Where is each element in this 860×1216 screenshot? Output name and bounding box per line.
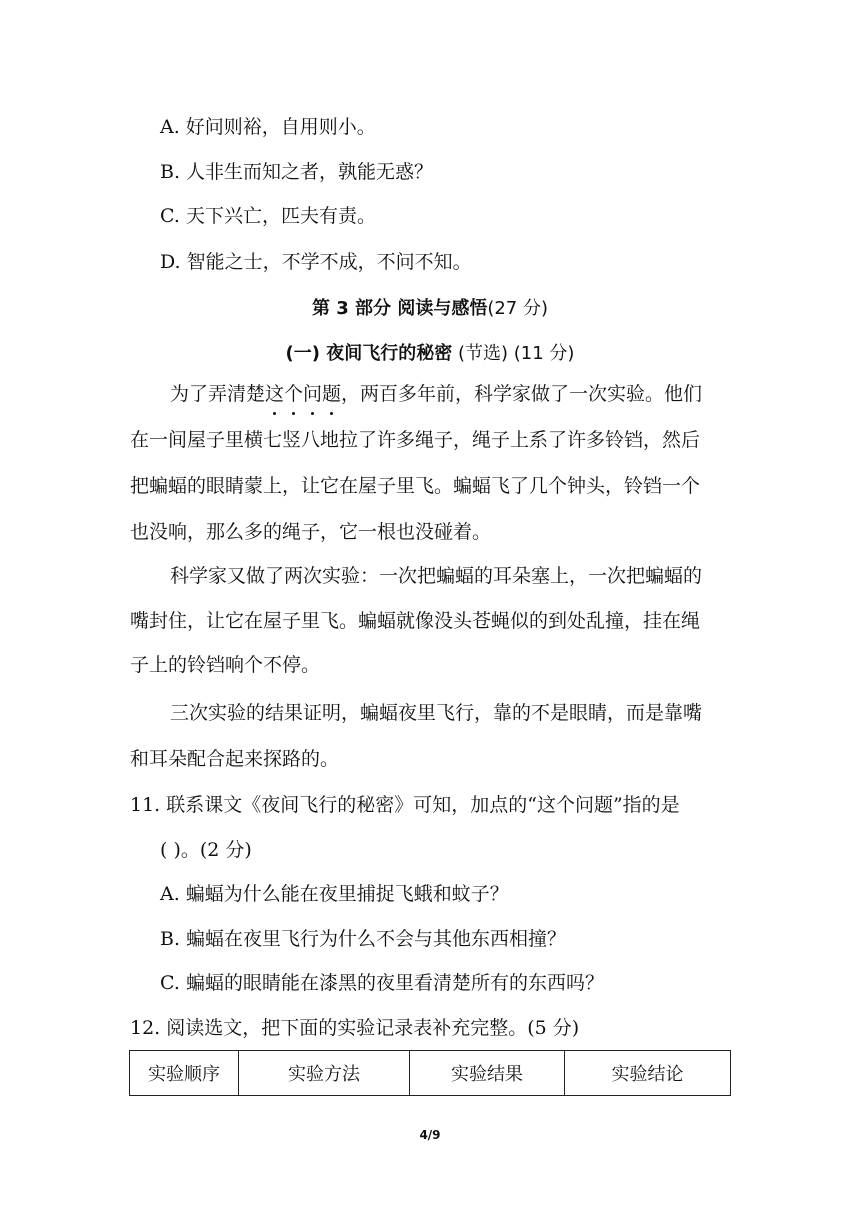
option-a: A. 好问则裕，自用则小。 [160, 116, 376, 138]
part-heading-score: (27 分) [487, 298, 548, 319]
section-heading-note: (节选) (11 分) [452, 343, 575, 364]
section-heading [0, 341, 860, 367]
emphasis-dot [273, 412, 276, 415]
q11-option-b: B. 蝙蝠在夜里飞行为什么不会与其他东西相撞？ [160, 928, 567, 950]
emphasis-dot [292, 412, 295, 415]
q11-option-c: C. 蝙蝠的眼睛能在漆黑的夜里看清楚所有的东西吗？ [160, 972, 604, 994]
passage-p1-before: 为了弄清楚 [170, 383, 266, 405]
option-b: B. 人非生而知之者，孰能无惑？ [160, 161, 434, 183]
option-d: D. 智能之士，不学不成，不问不知。 [160, 251, 472, 273]
passage-p1-line2: 在一间屋子里横七竖八地拉了许多绳子，绳子上系了许多铃铛，然后 [130, 429, 701, 451]
part-heading-label: 第 3 部分 阅读与感悟 [312, 298, 488, 319]
emphasis-dot [311, 412, 314, 415]
passage-p1-line4: 也没响，那么多的绳子，它一根也没碰着。 [130, 521, 492, 543]
emphasis-dotted-label: 这个问题 [265, 383, 342, 405]
passage-p1-line3: 把蝙蝠的眼睛蒙上，让它在屋子里飞。蝙蝠飞了几个钟头，铃铛一个 [130, 475, 701, 497]
passage-p1-line1 [170, 381, 702, 407]
emphasis-dot [330, 412, 333, 415]
passage-p2-line2: 嘴封住，让它在屋子里飞。蝙蝠就像没头苍蝇似的到处乱撞，挂在绳 [130, 610, 701, 632]
section-heading-label: (一) 夜间飞行的秘密 [285, 343, 453, 364]
table-header-method: 实验方法 [239, 1051, 410, 1096]
passage-p2-line3: 子上的铃铛响个不停。 [130, 654, 321, 676]
experiment-record-table [129, 1050, 731, 1096]
table-header-result: 实验结果 [410, 1051, 565, 1096]
q11-option-a: A. 蝙蝠为什么能在夜里捕捉飞蛾和蚊子？ [160, 883, 509, 905]
q11-stem: 11. 联系课文《夜间飞行的秘密》可知，加点的“这个问题”指的是 [130, 794, 680, 816]
passage-p3-line1: 三次实验的结果证明，蝙蝠夜里飞行，靠的不是眼睛，而是靠嘴 [170, 702, 703, 724]
table-header-row [130, 1051, 731, 1096]
passage-p1-after: ，两百多年前，科学家做了一次实验。他们 [341, 383, 703, 405]
table-header-conclusion: 实验结论 [565, 1051, 731, 1096]
option-c: C. 天下兴亡，匹夫有责。 [160, 205, 376, 227]
passage-p3-line2: 和耳朵配合起来探路的。 [130, 748, 340, 770]
part-heading [0, 296, 860, 322]
emphasis-dotted-text [265, 383, 341, 405]
q12-stem: 12. 阅读选文，把下面的实验记录表补充完整。(5 分) [130, 1017, 580, 1039]
page-number: 4/9 [419, 1128, 441, 1142]
q11-answer-blank: ( )。(2 分) [160, 839, 252, 861]
passage-p2-line1: 科学家又做了两次实验：一次把蝙蝠的耳朵塞上，一次把蝙蝠的 [170, 565, 703, 587]
table-header-order: 实验顺序 [130, 1051, 239, 1096]
